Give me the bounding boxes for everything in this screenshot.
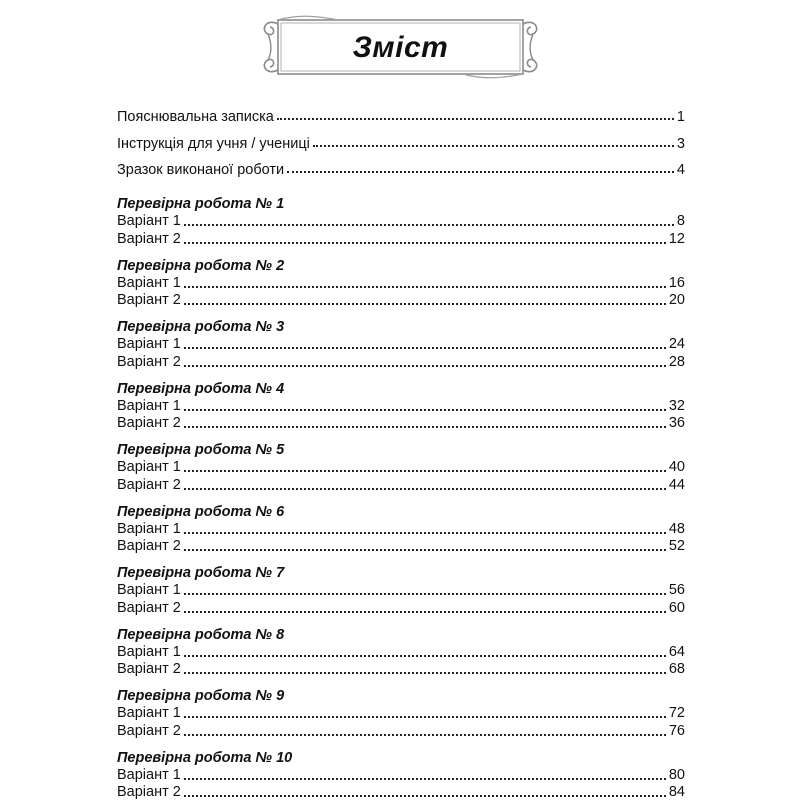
page-number: 1	[676, 109, 685, 125]
variant-entry	[117, 521, 685, 539]
dot-leader	[184, 521, 666, 534]
variant-entry	[117, 231, 685, 249]
work-section	[117, 441, 685, 494]
work-section	[117, 564, 685, 617]
entry-label: Варіант 2	[117, 784, 181, 800]
page-number: 8	[676, 213, 685, 229]
variant-entry	[117, 477, 685, 495]
variant-entry	[117, 292, 685, 310]
page-number: 44	[668, 476, 685, 493]
dot-leader	[184, 336, 666, 349]
page-number: 64	[668, 643, 685, 660]
work-title: Перевірна робота № 7	[117, 565, 285, 581]
variant-entry	[117, 705, 685, 723]
variant-entry	[117, 784, 685, 802]
variant-entry	[117, 398, 685, 416]
entry-label: Зразок виконаної роботи	[117, 162, 285, 178]
dot-leader	[184, 705, 666, 718]
dot-leader	[184, 582, 666, 595]
entry-label: Варіант 2	[117, 538, 181, 554]
variant-entry	[117, 767, 685, 785]
entry-label: Варіант 1	[117, 582, 181, 598]
entry-label: Варіант 1	[117, 705, 181, 721]
dot-leader	[184, 723, 666, 736]
page-number: 48	[668, 520, 685, 537]
work-section	[117, 749, 685, 802]
page-number: 72	[668, 705, 685, 721]
page-number: 56	[668, 582, 685, 598]
page-number: 76	[668, 722, 685, 739]
entry-label: Варіант 2	[117, 230, 181, 247]
work-section	[117, 380, 685, 433]
dot-leader	[184, 213, 674, 226]
page-number: 36	[668, 415, 685, 431]
page-number: 28	[668, 353, 685, 370]
dot-leader	[184, 231, 666, 244]
dot-leader	[184, 354, 666, 367]
work-title: Перевірна робота № 5	[117, 442, 285, 458]
dot-leader	[184, 784, 666, 797]
dot-leader	[313, 134, 674, 147]
work-title: Перевірна робота № 8	[117, 626, 285, 643]
dot-leader	[184, 459, 666, 472]
variant-entry	[117, 723, 685, 741]
dot-leader	[184, 398, 666, 411]
variant-entry	[117, 213, 685, 231]
dot-leader	[184, 661, 666, 674]
page-number: 32	[668, 397, 685, 414]
page-number: 80	[668, 766, 685, 783]
entry-label: Варіант 1	[117, 336, 181, 352]
dot-leader	[184, 538, 666, 551]
entry-label: Варіант 2	[117, 415, 181, 431]
variant-entry	[117, 415, 685, 433]
toc-entry	[117, 160, 685, 187]
work-title: Перевірна робота № 10	[117, 749, 293, 766]
page-number: 16	[668, 274, 685, 291]
entry-label: Варіант 1	[117, 213, 181, 229]
work-section	[117, 195, 685, 248]
title-banner	[258, 12, 543, 82]
work-title: Перевірна робота № 9	[117, 688, 285, 704]
work-section	[117, 318, 685, 371]
work-title: Перевірна робота № 3	[117, 319, 285, 335]
entry-label: Варіант 2	[117, 661, 181, 677]
work-title: Перевірна робота № 1	[117, 196, 285, 212]
entry-label: Варіант 1	[117, 274, 181, 291]
table-of-contents	[117, 107, 685, 802]
dot-leader	[287, 160, 674, 173]
page-number: 60	[668, 599, 685, 616]
dot-leader	[184, 600, 666, 613]
variant-entry	[117, 336, 685, 354]
dot-leader	[184, 415, 666, 428]
page-number: 68	[668, 661, 685, 677]
entry-label: Варіант 2	[117, 353, 181, 370]
entry-label: Варіант 1	[117, 520, 181, 537]
page-number: 52	[668, 538, 685, 554]
dot-leader	[184, 275, 666, 288]
page-number: 84	[668, 784, 685, 800]
entry-label: Варіант 1	[117, 766, 181, 783]
toc-entry	[117, 107, 685, 134]
entry-label: Варіант 1	[117, 397, 181, 414]
variant-entry	[117, 644, 685, 662]
page-number: 24	[668, 336, 685, 352]
entry-label: Варіант 1	[117, 459, 181, 475]
work-title: Перевірна робота № 2	[117, 257, 285, 274]
page-title: Зміст	[352, 31, 449, 64]
entry-label: Варіант 2	[117, 292, 181, 308]
variant-entry	[117, 538, 685, 556]
variant-entry	[117, 600, 685, 618]
variant-entry	[117, 582, 685, 600]
page-number: 12	[668, 230, 685, 247]
dot-leader	[184, 477, 666, 490]
dot-leader	[184, 292, 666, 305]
entry-label: Пояснювальна записка	[117, 109, 274, 125]
variant-entry	[117, 354, 685, 372]
page-number: 40	[668, 459, 685, 475]
work-section	[117, 257, 685, 310]
entry-label: Варіант 2	[117, 476, 181, 493]
variant-entry	[117, 275, 685, 293]
entry-label: Інструкція для учня / учениці	[117, 135, 310, 152]
entry-label: Варіант 2	[117, 599, 181, 616]
page-number: 4	[676, 162, 685, 178]
dot-leader	[184, 644, 666, 657]
dot-leader	[277, 107, 674, 120]
dot-leader	[184, 767, 666, 780]
work-title: Перевірна робота № 6	[117, 503, 285, 520]
entry-label: Варіант 2	[117, 722, 181, 739]
work-section	[117, 503, 685, 556]
toc-entry	[117, 134, 685, 161]
work-section	[117, 626, 685, 679]
variant-entry	[117, 661, 685, 679]
work-title: Перевірна робота № 4	[117, 380, 285, 397]
entry-label: Варіант 1	[117, 643, 181, 660]
page-number: 20	[668, 292, 685, 308]
work-section	[117, 687, 685, 740]
page-number: 3	[676, 135, 685, 152]
variant-entry	[117, 459, 685, 477]
